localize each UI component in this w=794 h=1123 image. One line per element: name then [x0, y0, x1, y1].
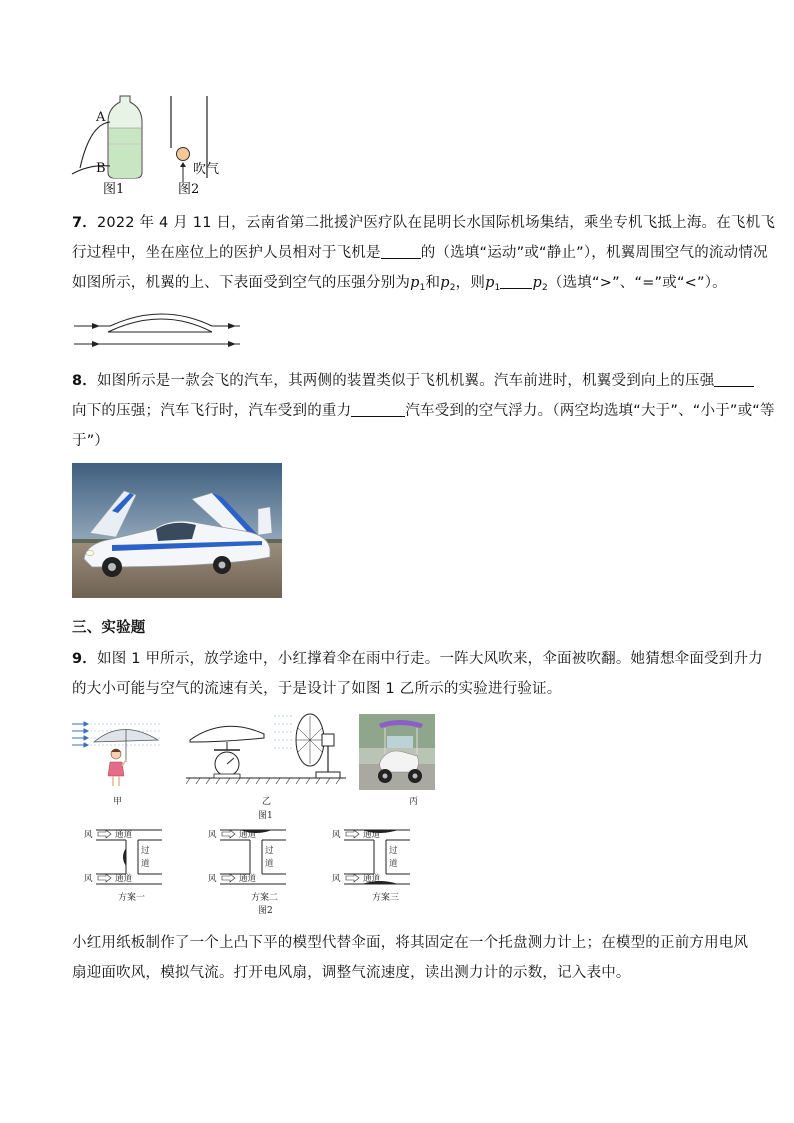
scheme2-wind-top: 风	[208, 830, 217, 840]
scheme1-channel-top: 通道	[115, 830, 133, 840]
scheme2-channel-top: 通道	[239, 830, 257, 840]
scheme2-wind-bottom: 风	[208, 874, 217, 884]
scheme1-pass-1: 过	[141, 846, 150, 856]
scheme2-pass-1: 过	[265, 846, 274, 856]
bottle-drawing	[72, 96, 142, 178]
scheme3-wind-top: 风	[332, 830, 341, 840]
q7-line1: 7．2022 年 4 月 11 日，云南省第二批援沪医疗队在昆明长水国际机场集结，乘坐专机飞抵上海。在飞机飞	[72, 215, 776, 231]
fig2-caption-bottom: 图2	[258, 906, 273, 916]
label-A: A	[96, 110, 106, 125]
wing-airflow-diagram	[72, 308, 244, 352]
q7-blank-2[interactable]	[500, 274, 532, 289]
fig1-label-bing: 丙	[409, 797, 419, 807]
scheme1-channel-bottom: 通道	[115, 874, 133, 884]
scheme3-wind-bottom: 风	[332, 874, 341, 884]
scheme2-channel-bottom: 通道	[239, 874, 257, 884]
fig1-scale-fan-setup	[184, 710, 348, 788]
q9-paragraph-2	[72, 928, 749, 988]
question-8	[72, 366, 775, 456]
fig1-caption: 图1	[103, 182, 125, 197]
scheme-2-label: 方案二	[251, 893, 279, 903]
q9-p2-line1: 小红用纸板制作了一个上凸下平的模型代替伞面，将其固定在一个托盘测力计上；在模型的正前方用电风	[72, 935, 749, 951]
q8-line3: 于”）	[72, 433, 110, 449]
fig1-umbrella-girl	[72, 714, 162, 794]
question-9	[72, 644, 763, 704]
q9-line1: 9．如图 1 甲所示，放学途中，小红撑着伞在雨中行走。一阵大风吹来，伞面被吹翻。她猜想伞面受到升力	[72, 651, 763, 667]
fig1-caption-bottom: 图1	[258, 811, 273, 821]
section-3-title: 三、实验题	[72, 620, 146, 636]
scheme1-wind-bottom: 风	[84, 874, 93, 884]
blow-label: 吹气	[193, 162, 220, 177]
fig1-label-jia: 甲	[113, 797, 123, 807]
question-7	[72, 208, 776, 303]
scheme-3-label: 方案三	[372, 893, 400, 903]
scheme3-pass-1: 过	[389, 846, 398, 856]
q9-p2-line2: 扇迎面吹风，模拟气流。打开电风扇，调整气流速度，读出测力计的示数，记入表中。	[72, 965, 631, 981]
scheme3-pass-2: 道	[389, 859, 398, 869]
scheme3-channel-bottom: 通道	[363, 874, 381, 884]
scheme2-pass-2: 道	[265, 859, 274, 869]
scheme1-wind-top: 风	[84, 830, 93, 840]
scheme3-channel-top: 通道	[363, 830, 381, 840]
q7-line2: 行过程中，坐在座位上的医护人员相对于飞机是 的（选填“运动”或“静止”），机翼周围空气的流动情况	[72, 245, 768, 261]
fig1-scooter-photo	[359, 714, 435, 790]
fig1-label-yi: 乙	[262, 797, 272, 807]
q8-line1: 8．如图所示是一款会飞的汽车，其两侧的装置类似于飞机机翼。汽车前进时，机翼受到向上的压强	[72, 366, 732, 396]
fig2-caption: 图2	[178, 182, 200, 197]
q8-blank-1[interactable]	[714, 372, 754, 387]
q7-line3: 如图所示，机翼的上、下表面受到空气的压强分别为$p_1$和$p_2$，则$p_1$ $p_2$（选填“>”、“=”或“<”）。	[72, 275, 727, 293]
q9-line2: 的大小可能与空气的流速有关，于是设计了如图 1 乙所示的实验进行验证。	[72, 681, 562, 697]
figure-bottle-and-tube	[68, 92, 238, 200]
scheme1-pass-2: 道	[141, 859, 150, 869]
q8-blank-2[interactable]	[351, 402, 405, 417]
q7-blank-1[interactable]	[381, 244, 421, 259]
label-B: B	[96, 161, 106, 176]
flying-car-photo	[72, 463, 282, 598]
scheme-1-label: 方案一	[118, 893, 146, 903]
q8-line2: 向下的压强；汽车飞行时，汽车受到的重力 汽车受到的空气浮力。（两空均选填“大于”、“小于”或“等	[72, 403, 775, 419]
